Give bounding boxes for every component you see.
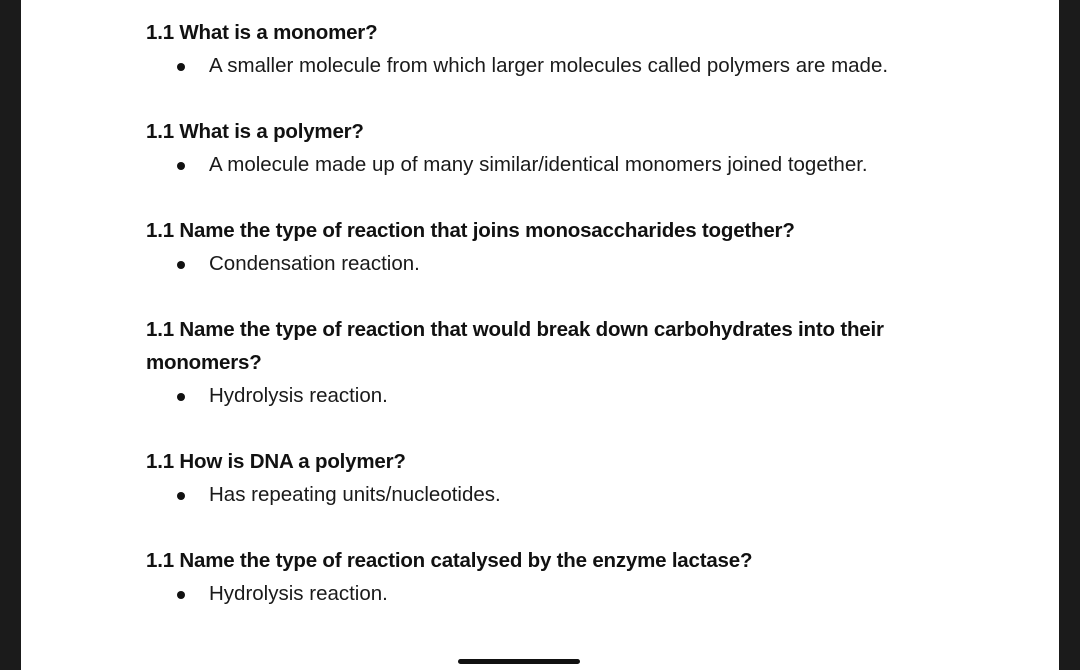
answer-list bbox=[146, 247, 966, 280]
qa-item bbox=[146, 214, 966, 280]
question-heading: 1.1 How is DNA a polymer? bbox=[146, 450, 406, 473]
bullet-icon bbox=[177, 63, 185, 71]
question-heading: 1.1 What is a polymer? bbox=[146, 120, 364, 143]
answer-list bbox=[146, 577, 966, 610]
bullet-icon bbox=[177, 492, 185, 500]
answer-item bbox=[209, 478, 966, 511]
answer-list bbox=[146, 478, 966, 511]
bullet-icon bbox=[177, 393, 185, 401]
question-heading: 1.1 Name the type of reaction catalysed by the enzyme lactase? bbox=[146, 549, 753, 572]
qa-item bbox=[146, 313, 966, 412]
qa-item bbox=[146, 445, 966, 511]
answer-text: A smaller molecule from which larger molecules called polymers are made. bbox=[209, 54, 889, 77]
answer-list bbox=[146, 49, 966, 82]
answer-text: Hydrolysis reaction. bbox=[209, 384, 388, 407]
answer-item bbox=[209, 577, 966, 610]
home-indicator[interactable] bbox=[458, 659, 580, 664]
qa-item bbox=[146, 544, 966, 610]
bullet-icon bbox=[177, 162, 185, 170]
answer-list bbox=[146, 379, 966, 412]
question-heading: 1.1 Name the type of reaction that would break down carbohydrates into their monomers? bbox=[146, 318, 884, 374]
bullet-icon bbox=[177, 261, 185, 269]
answer-text: A molecule made up of many similar/identical monomers joined together. bbox=[209, 153, 868, 176]
answer-item bbox=[209, 247, 966, 280]
qa-item bbox=[146, 115, 966, 181]
answer-item bbox=[209, 49, 966, 82]
question-heading: 1.1 Name the type of reaction that joins monosaccharides together? bbox=[146, 219, 795, 242]
qa-item bbox=[146, 16, 966, 82]
answer-text: Hydrolysis reaction. bbox=[209, 582, 388, 605]
answer-text: Has repeating units/nucleotides. bbox=[209, 483, 501, 506]
answer-item bbox=[209, 148, 966, 181]
document-page bbox=[21, 0, 1059, 670]
question-heading: 1.1 What is a monomer? bbox=[146, 21, 378, 44]
bullet-icon bbox=[177, 591, 185, 599]
answer-item bbox=[209, 379, 966, 412]
answer-list bbox=[146, 148, 966, 181]
document-content bbox=[146, 16, 966, 643]
answer-text: Condensation reaction. bbox=[209, 252, 420, 275]
